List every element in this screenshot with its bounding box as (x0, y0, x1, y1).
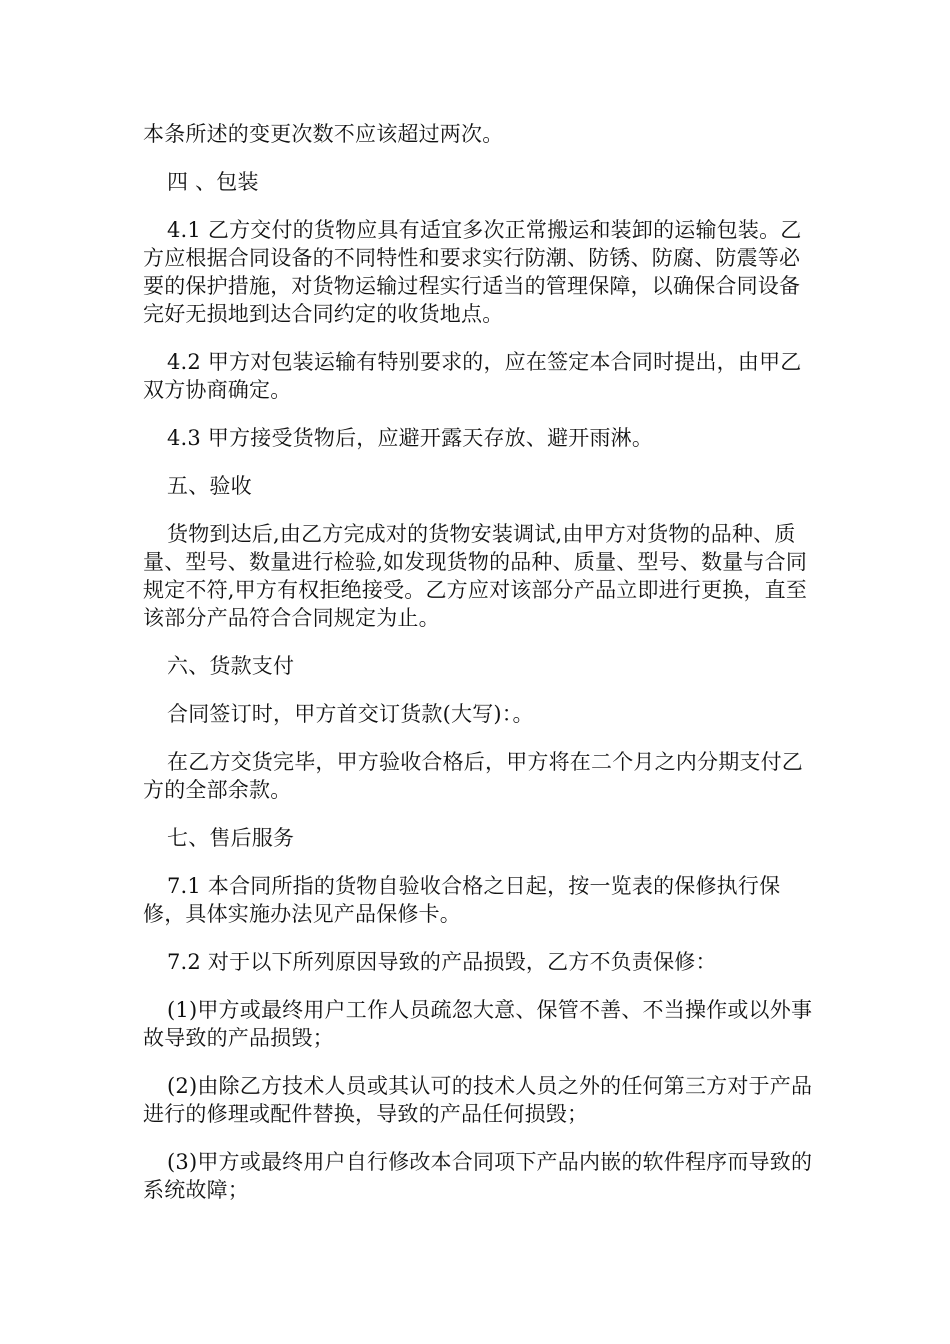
paragraph-change-limit: 本条所述的变更次数不应该超过两次。 (143, 122, 504, 146)
document-body (143, 120, 813, 1224)
section-heading-after-sales: 七、售后服务 (167, 826, 295, 850)
section-heading-acceptance: 五、验收 (167, 474, 252, 498)
paragraph-balance: 在乙方交货完毕，甲方验收合格后，甲方将在二个月之内分期支付乙方的全部余款。 (143, 750, 803, 802)
clause-7-2-item-3: (3)甲方或最终用户自行修改本合同项下产品内嵌的软件程序而导致的系统故障； (143, 1150, 813, 1202)
paragraph-acceptance: 货物到达后,由乙方完成对的货物安装调试,由甲方对货物的品种、质量、型号、数量进行检验,如发现货物的品种、质量、型号、数量与合同规定不符,甲方有权拒绝接受。乙方应对该部分产品立即进行更换，直至该部分产品符合合同规定为止。 (143, 522, 808, 630)
clause-7-2-item-2: (2)由除乙方技术人员或其认可的技术人员之外的任何第三方对于产品进行的修理或配件替换，导致的产品任何损毁； (143, 1074, 813, 1126)
clause-7-2: 7.2 对于以下所列原因导致的产品损毁，乙方不负责保修： (167, 950, 717, 974)
clause-4-2: 4.2 甲方对包装运输有特别要求的，应在签定本合同时提出，由甲乙双方协商确定。 (143, 350, 802, 402)
clause-4-1: 4.1 乙方交付的货物应具有适宜多次正常搬运和装卸的运输包装。乙方应根据合同设备的不同特性和要求实行防潮、防锈、防腐、防震等必要的保护措施，对货物运输过程实行适当的管理保障，以确保合同设备完好无损地到达合同约定的收货地点。 (143, 218, 802, 326)
clause-7-2-item-1: (1)甲方或最终用户工作人员疏忽大意、保管不善、不当操作或以外事故导致的产品损毁； (143, 998, 813, 1050)
paragraph-deposit: 合同签订时，甲方首交订货款(大写)：。 (167, 702, 534, 726)
clause-7-1: 7.1 本合同所指的货物自验收合格之日起，按一览表的保修执行保修，具体实施办法见产品保修卡。 (143, 874, 781, 926)
section-heading-packaging: 四 、包装 (167, 170, 259, 194)
clause-4-3: 4.3 甲方接受货物后，应避开露天存放、避开雨淋。 (167, 426, 654, 450)
section-heading-payment: 六、货款支付 (167, 654, 295, 678)
